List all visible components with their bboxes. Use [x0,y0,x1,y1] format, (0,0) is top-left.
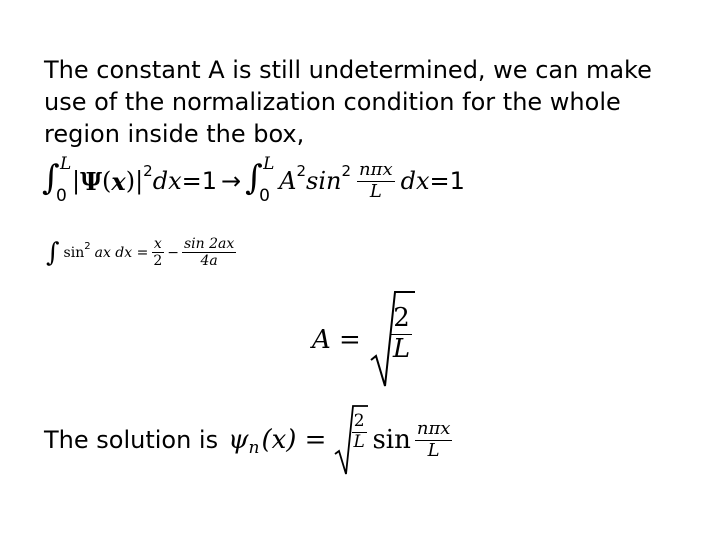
amplitude-lhs: A = [312,325,361,355]
solution-psi: ψ [228,425,249,455]
identity-minus: − [167,244,179,261]
solution-sin: sin [372,425,411,455]
integral-2-lower: 0 [259,186,270,206]
arrow-icon: → [221,167,242,195]
paren-close: ) [125,167,136,195]
intro-line-1: The constant A is still undetermined, we can make [44,56,652,84]
dx-1: dx [152,167,182,195]
abs-bar-right: | [135,167,144,195]
equals-one-2: =1 [429,167,465,195]
identity-fraction-2 [182,236,236,269]
integral-1-upper: L [60,154,72,174]
solution-line [44,404,452,476]
solution-sqrt [334,404,368,476]
dx-2: dx [400,167,430,195]
fraction-denominator: L [369,180,382,202]
A-exponent: 2 [296,162,307,180]
sin-exponent: 2 [341,162,352,180]
amplitude-num: 2 [393,303,410,333]
integral-sign-2: ∫ [245,158,263,198]
solution-root-fraction [351,412,366,452]
intro-line-2: use of the normalization condition for the whole [44,88,621,116]
identity-frac2-num: sin 2ax [184,236,235,252]
equals-one-1: =1 [181,167,218,195]
integral-identity [46,236,239,269]
amplitude-A: A [279,167,297,195]
integral-1 [42,154,72,206]
identity-frac2-den: 4a [200,253,218,270]
integral-2-upper: L [263,154,275,174]
identity-sin: sin [63,244,85,261]
solution-sin-fraction [415,419,453,461]
solution-root-den: L [353,431,365,452]
integral-1-lower: 0 [56,186,67,206]
sin-argument-fraction [357,160,395,202]
amplitude-equation [312,290,415,390]
identity-sin-exponent: 2 [84,241,91,253]
abs-bar-left: | [72,167,81,195]
identity-frac1-den: 2 [153,253,163,270]
fraction-numerator: nπx [359,158,393,180]
identity-ax-dx: ax dx = [94,244,149,261]
solution-argument: (x) = [261,425,327,455]
square-exponent: 2 [143,162,153,180]
paren-open: ( [102,167,112,195]
amplitude-den: L [392,333,411,364]
sin-function: sin [306,167,342,195]
solution-root-num: 2 [353,411,365,431]
integral-2 [245,154,275,206]
identity-fraction-1 [151,236,164,269]
identity-integral-sign: ∫ [46,237,60,268]
normalization-equation [42,154,465,206]
solution-frac-num: nπx [416,417,451,439]
solution-subscript-n: n [248,438,260,458]
solution-label: The solution is [44,426,219,454]
integral-sign-1: ∫ [42,158,60,198]
x-variable: x [111,166,126,196]
solution-frac-den: L [427,439,440,461]
amplitude-sqrt [369,290,415,390]
intro-text [44,54,684,150]
identity-frac1-num: x [153,236,162,252]
intro-line-3: region inside the box, [44,120,305,148]
psi-symbol: Ψ [80,166,103,196]
amplitude-fraction [391,304,412,365]
